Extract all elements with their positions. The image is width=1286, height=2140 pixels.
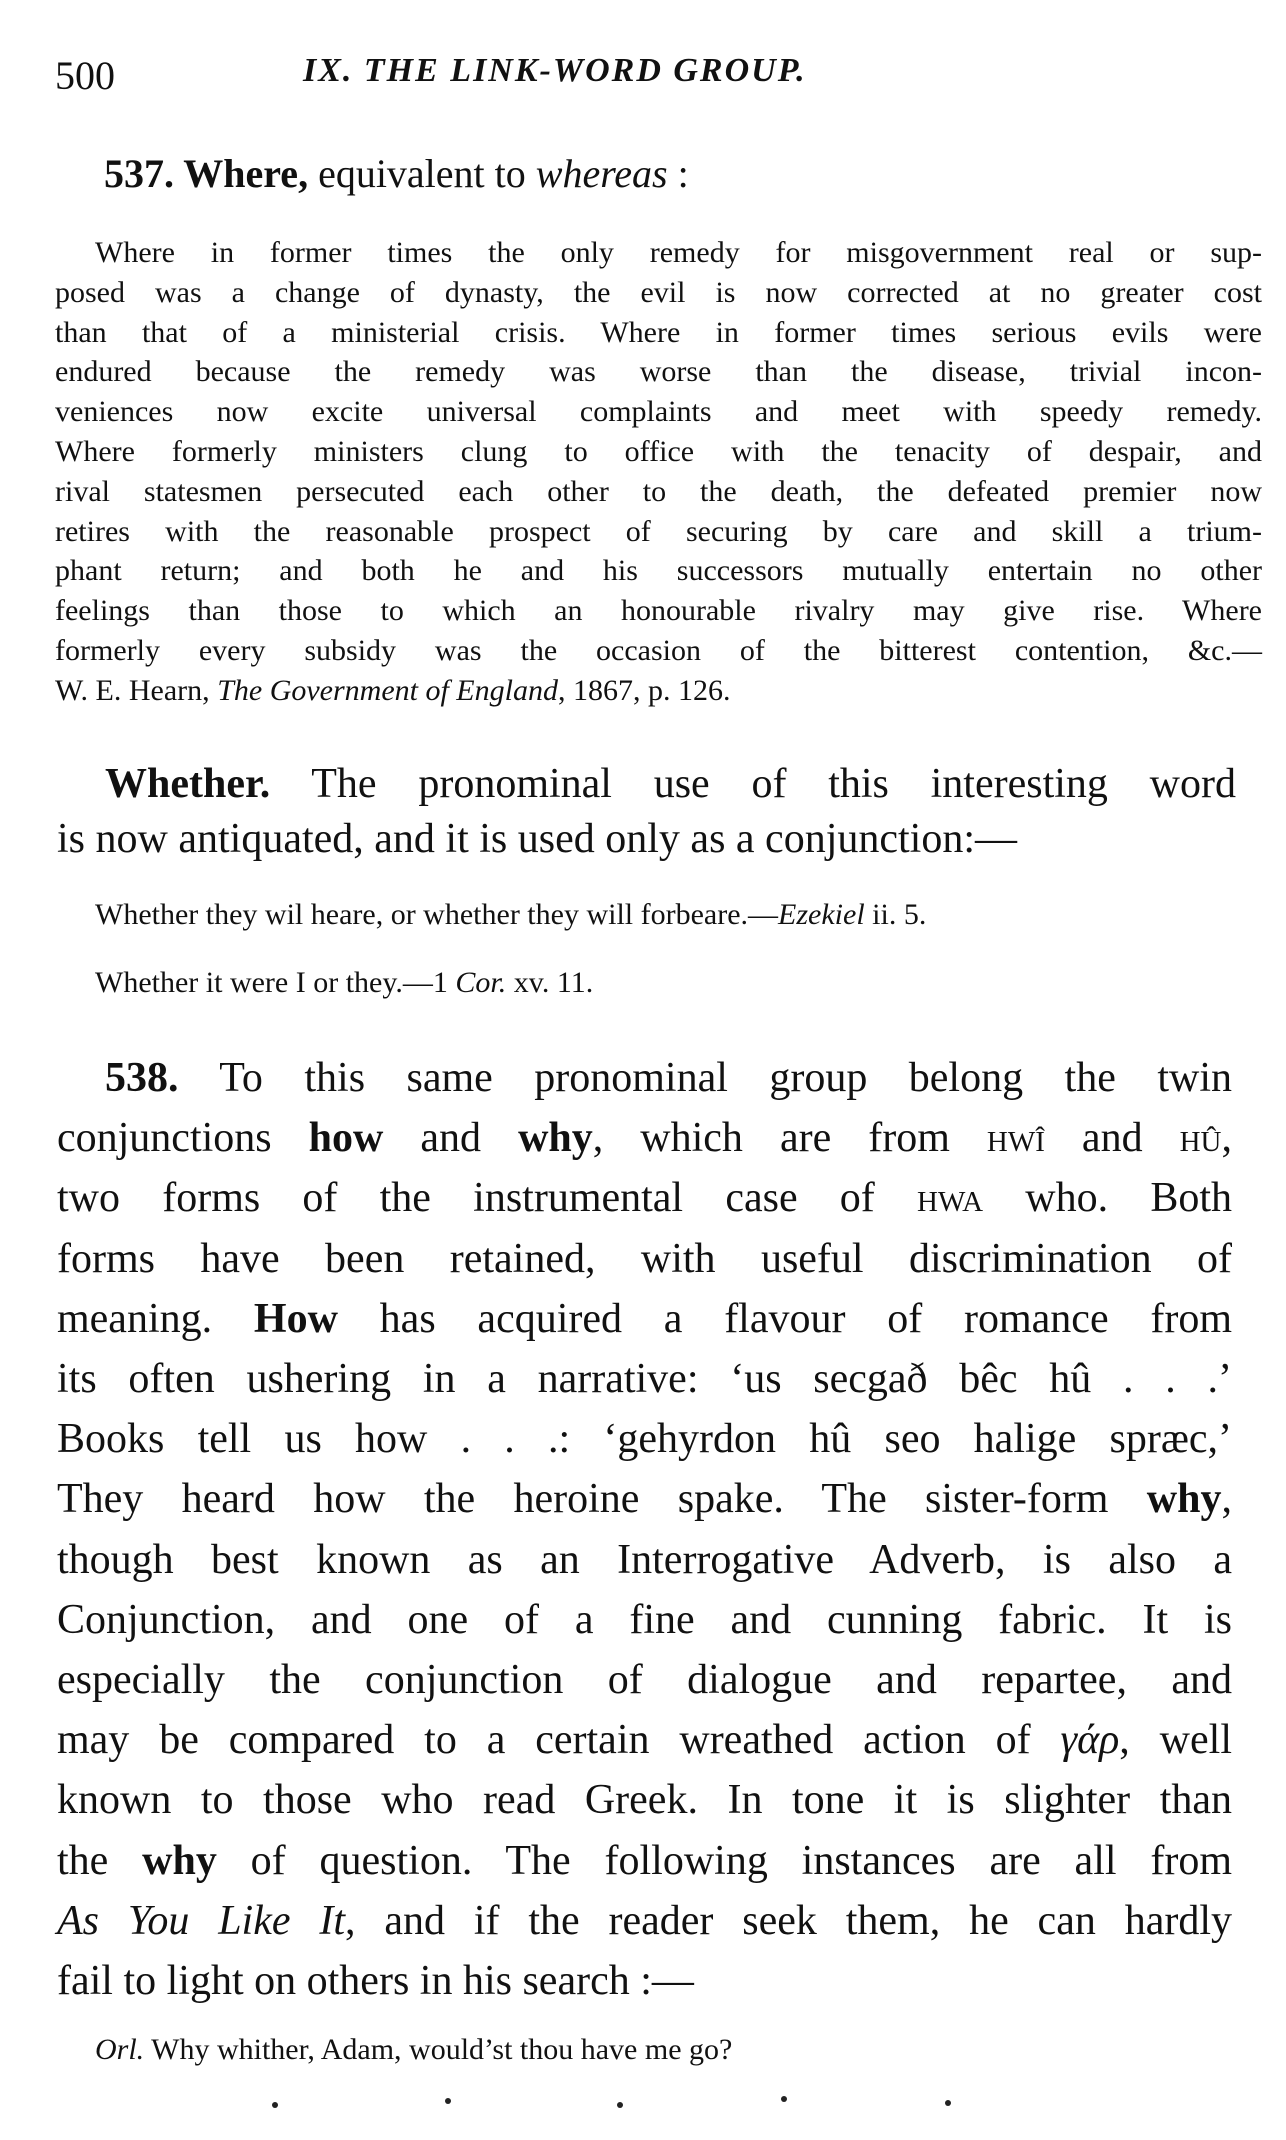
text-line [57, 815, 1017, 863]
text-line [57, 1174, 1232, 1222]
text-segment: especially the conjunction of dialogue and repartee, and [57, 1657, 1232, 1703]
text-segment: whereas [535, 151, 668, 196]
text-line [55, 316, 1262, 350]
text-segment: feelings than those to which an honourable rivalry may give rise. Where [55, 594, 1262, 628]
section-537-heading [104, 150, 689, 197]
text-segment: veniences now excite universal complaints and meet with speedy remedy. [55, 395, 1262, 429]
text-segment: and [1044, 1115, 1180, 1162]
text-line [55, 276, 1262, 310]
text-line [55, 475, 1262, 509]
text-line [105, 760, 1236, 808]
text-line [95, 236, 1262, 270]
text-segment: conjunctions [57, 1115, 309, 1162]
text-line [57, 1355, 1232, 1403]
decorative-dot [445, 2098, 451, 2104]
text-segment: , well [1119, 1717, 1232, 1764]
text-segment: ii. 5. [864, 898, 927, 931]
text-segment: They heard how the heroine spake. The sister-form [57, 1476, 1147, 1523]
text-segment: posed was a change of dynasty, the evil is now corrected at no greater cost [55, 275, 1262, 309]
text-segment: who. Both [983, 1175, 1233, 1222]
text-segment: why [518, 1115, 593, 1162]
text-segment: Whether. [105, 761, 271, 807]
text-line [57, 1596, 1232, 1644]
text-segment: though best known as an Interrogative Adverb, is also a [57, 1536, 1232, 1583]
text-line [57, 1897, 1232, 1945]
text-segment: To this same pronominal group belong the twin [178, 1055, 1232, 1101]
text-segment: γάρ [1060, 1717, 1120, 1764]
text-segment: than that of a ministerial crisis. Where in former times serious evils were [55, 315, 1262, 349]
text-segment: , 1867, p. 126. [557, 673, 731, 707]
text-segment: Where formerly ministers clung to office with the tenacity of despair, and [55, 435, 1262, 468]
text-line [55, 515, 1262, 549]
text-segment: fail to light on others in his search :— [57, 1958, 694, 2004]
text-segment: retires with the reasonable prospect of securing by care and skill a trium- [55, 514, 1262, 548]
text-segment: hû [1179, 1115, 1222, 1162]
text-line [95, 966, 593, 1000]
decorative-dot [945, 2100, 951, 2106]
text-segment: meaning. [57, 1295, 254, 1342]
text-line [57, 1776, 1232, 1824]
text-segment: Whether it were I or they.—1 [95, 966, 456, 999]
text-segment: Books tell us how . . .: ‘gehyrdon hû seo halige spræc,’ [57, 1416, 1232, 1463]
text-segment: 537. Where, [104, 151, 309, 196]
text-segment: of question. The following instances are all from [216, 1837, 1232, 1884]
text-line [55, 395, 1262, 429]
text-segment: xv. 11. [506, 966, 594, 999]
text-segment: formerly every subsidy was the occasion of the bitterest contention, &c.— [55, 634, 1262, 667]
text-segment: has acquired a flavour of romance from [337, 1295, 1233, 1342]
text-segment: endured because the remedy was worse than the disease, trivial incon- [55, 355, 1262, 389]
text-segment: , and if the reader seek them, he can hardly [345, 1897, 1232, 1944]
text-segment: 538. [105, 1055, 179, 1101]
text-segment: is now antiquated, and it is used only as a conjunction:— [57, 816, 1018, 862]
text-line [55, 674, 730, 708]
text-segment: hwî [986, 1115, 1045, 1162]
text-segment: The pronominal use of this interesting word [270, 761, 1236, 807]
text-segment: equivalent to [308, 151, 536, 196]
text-segment: Orl. [95, 2033, 145, 2066]
text-segment: phant return; and both he and his successors mutually entertain no other [55, 554, 1262, 588]
decorative-dot [781, 2096, 787, 2102]
text-segment: , [1221, 1476, 1232, 1523]
text-line [57, 1475, 1232, 1523]
text-segment: The Government of England [217, 673, 558, 707]
text-line [55, 435, 1262, 469]
text-segment: W. E. Hearn, [55, 673, 218, 707]
text-line [55, 634, 1262, 668]
text-segment: Ezekiel [778, 898, 865, 931]
text-line [57, 1957, 694, 2005]
text-segment: : [667, 151, 689, 196]
text-line [57, 1656, 1232, 1704]
running-title: IX. THE LINK-WORD GROUP. [303, 52, 807, 89]
text-segment: the [57, 1837, 143, 1884]
text-segment: Cor. [455, 966, 507, 999]
text-segment: Conjunction, and one of a fine and cunning fabric. It is [57, 1596, 1232, 1643]
text-line [55, 594, 1262, 628]
text-segment: As You Like It [57, 1897, 346, 1944]
text-line [57, 1235, 1232, 1283]
text-line [57, 1716, 1232, 1764]
text-line [57, 1837, 1232, 1885]
text-line [55, 355, 1262, 389]
text-line [95, 898, 926, 932]
text-segment: , [1221, 1115, 1232, 1162]
text-segment: How [253, 1295, 338, 1342]
final-quote [95, 2033, 732, 2067]
text-line [57, 1536, 1232, 1584]
text-segment: two forms of the instrumental case of [57, 1175, 918, 1222]
page-number: 500 [55, 53, 115, 98]
text-segment: its often ushering in a narrative: ‘us secgað bêc hû . . .’ [57, 1356, 1232, 1402]
text-segment: Why whither, Adam, would’st thou have me go? [144, 2033, 733, 2066]
decorative-dot [617, 2102, 623, 2108]
decorative-dot [272, 2102, 278, 2108]
text-segment: why [142, 1837, 217, 1884]
text-line [57, 1114, 1232, 1162]
text-segment: Whether they wil heare, or whether they will forbeare.— [95, 898, 779, 931]
text-segment: , which are from [592, 1115, 987, 1162]
text-segment: may be compared to a certain wreathed action of [57, 1717, 1061, 1764]
text-segment: hwa [917, 1175, 984, 1222]
text-line [55, 554, 1262, 588]
text-segment: rival statesmen persecuted each other to the death, the defeated premier now [55, 474, 1262, 508]
text-segment: and [383, 1115, 519, 1162]
text-segment: Where in former times the only remedy for misgovernment real or sup- [95, 236, 1262, 269]
text-segment: how [308, 1115, 384, 1162]
text-line [105, 1054, 1232, 1102]
text-segment: forms have been retained, with useful discrimination of [57, 1235, 1232, 1282]
text-segment: known to those who read Greek. In tone it is slighter than [57, 1777, 1232, 1824]
text-line [57, 1415, 1232, 1463]
text-segment: why [1146, 1476, 1222, 1523]
text-line [57, 1295, 1232, 1343]
